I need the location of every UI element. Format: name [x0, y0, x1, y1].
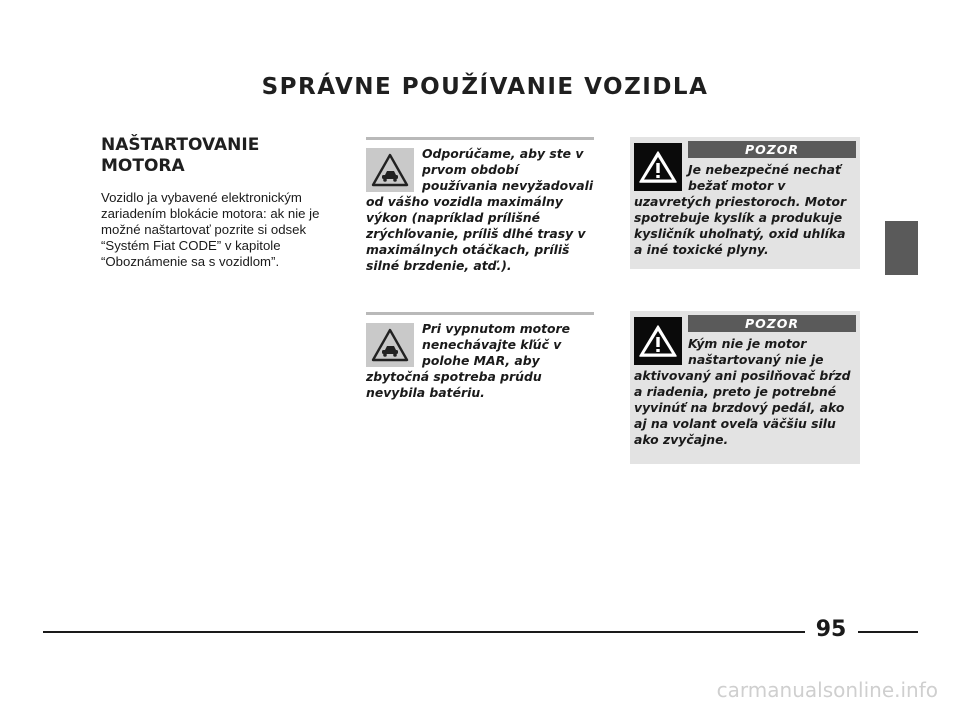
section-title: NAŠTARTOVANIE MOTORA	[101, 135, 260, 176]
warning-text: Je nebezpečné nechať bežať motor v uzavretých priestoroch. Motor spotrebuje kyslík a produkuje kysličník uhoľnatý, oxid uhlíka a iné toxické plyny.	[634, 162, 847, 257]
chapter-tab	[885, 221, 918, 275]
page-number: 95	[815, 617, 847, 642]
car-braking-icon	[366, 323, 414, 367]
warning-box-toxic-gases	[630, 137, 860, 269]
warning-label: POZOR	[688, 315, 856, 332]
section-column	[101, 135, 341, 270]
warning-label: POZOR	[688, 141, 856, 158]
note-box-first-use	[366, 137, 594, 274]
section-body: Vozidlo ja vybavené elektronickým zariadením blokácie motora: ak nie je možné naštartovať pozrite si odsek “Systém Fiat CODE” v kapitole “Oboznámenie sa s vozidlom”.	[101, 190, 320, 269]
footer-rule-right	[858, 631, 918, 633]
footer-rule-left	[43, 631, 805, 633]
page-title: SPRÁVNE POUŽÍVANIE VOZIDLA	[261, 74, 709, 100]
note-text: Odporúčame, aby ste v prvom období používania nevyžadovali od vášho vozidla maximálny výkon (napríklad prílišné zrýchľovanie, príliš dlhé trasy v maximálnych otáčkach, príliš silné brzdenie, atď.).	[366, 146, 594, 273]
warning-triangle-icon	[634, 143, 682, 191]
note-text: Pri vypnutom motore nenechávajte kľúč v polohe MAR, aby zbytočná spotreba prúdu nevybila batériu.	[366, 321, 571, 400]
car-braking-icon	[366, 148, 414, 192]
warning-box-brake-steering	[630, 311, 860, 464]
note-box-key-position	[366, 312, 594, 401]
warning-triangle-icon	[634, 317, 682, 365]
warning-text: Kým nie je motor naštartovaný nie je aktivovaný ani posilňovač bŕzd a riadenia, preto je potrebné vyvinúť na brzdový pedál, ako aj na volant oveľa väčšiu silu ako zvyčajne.	[634, 336, 851, 447]
watermark: carmanualsonline.info	[716, 678, 938, 702]
